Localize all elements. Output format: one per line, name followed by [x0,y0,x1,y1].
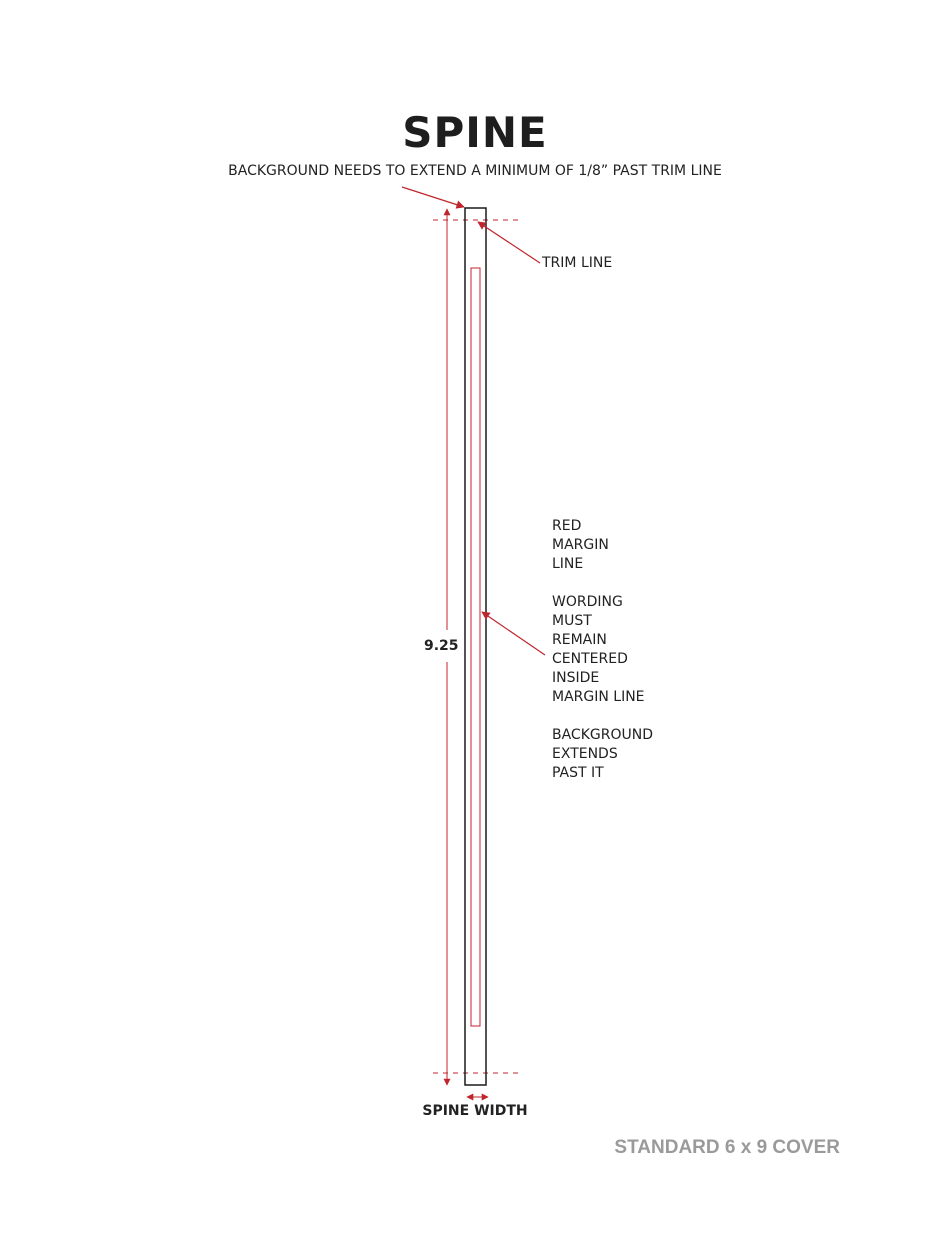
wording-note [552,593,645,707]
height-dimension-label: 9.25 [424,638,459,654]
note-line: EXTENDS [552,746,618,762]
note-line: REMAIN [552,632,607,648]
red-margin-line [471,268,480,1026]
red-margin-note [552,517,609,574]
note-line: CENTERED [552,651,628,667]
diagram-title: SPINE [402,108,548,157]
bleed-leader-arrow [402,187,464,207]
margin-leader-arrow [482,612,545,655]
spine-width-label: SPINE WIDTH [422,1103,528,1119]
cover-size-label: STANDARD 6 x 9 COVER [614,1137,840,1158]
note-line: MUST [552,613,592,629]
note-line: LINE [552,556,584,572]
note-line: WORDING [552,594,623,610]
trim-line-label: TRIM LINE [542,255,613,271]
note-line: RED [552,518,582,534]
trim-leader-arrow [478,222,540,263]
spine-bleed-outline [465,208,486,1085]
bleed-note: BACKGROUND NEEDS TO EXTEND A MINIMUM OF 1/8” PAST TRIM LINE [228,163,722,179]
note-line: INSIDE [552,670,600,686]
note-line: MARGIN LINE [552,689,645,705]
note-line: BACKGROUND [552,727,653,743]
note-line: MARGIN [552,537,609,553]
note-line: PAST IT [552,765,604,781]
background-note [552,726,653,783]
